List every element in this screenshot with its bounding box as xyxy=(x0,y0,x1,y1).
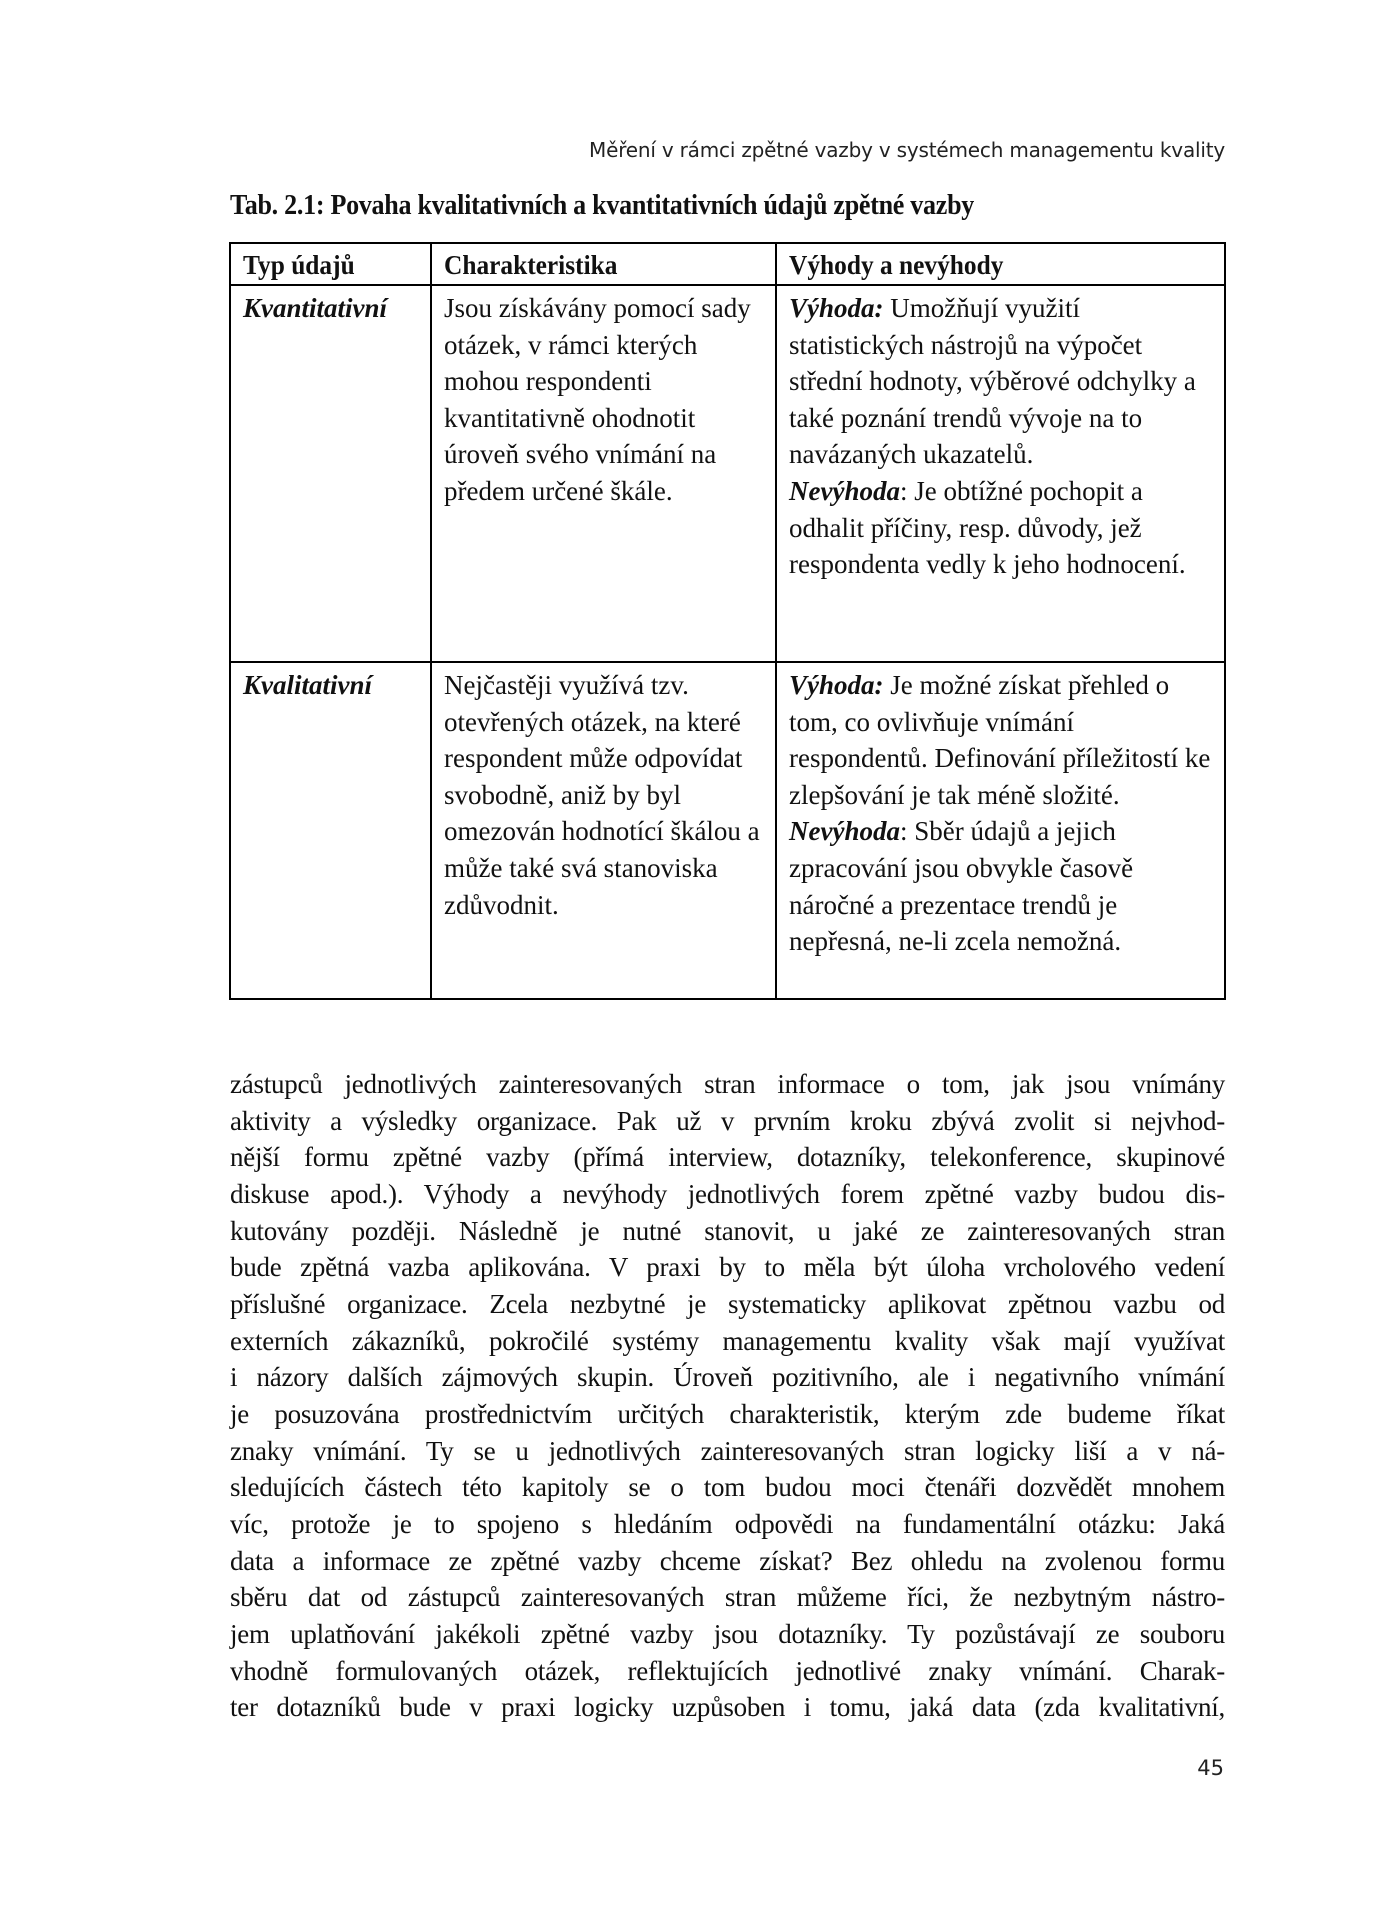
advantage-label: Výhoda: xyxy=(789,293,884,323)
column-header-type: Typ údajů xyxy=(230,243,431,285)
page-number: 45 xyxy=(1197,1756,1224,1780)
column-header-characteristic: Charakteristika xyxy=(431,243,776,285)
column-header-pros-cons: Výhody a nevýhody xyxy=(776,243,1225,285)
table-row xyxy=(230,662,1225,999)
row-characteristic: Jsou získávány pomocí sady otázek, v rámci kterých mohou respondenti kvantitativně ohodnotit úroveň svého vnímání na předem určené škále. xyxy=(431,285,776,662)
row-type: Kvalitativní xyxy=(230,662,431,999)
body-paragraph xyxy=(230,1066,1225,1726)
body-line: nější formu zpětné vazby (přímá interview, dotazníky, telekonference, skupinové xyxy=(230,1142,1225,1173)
body-line: vhodně formulovaných otázek, reflektujících jednotlivé znaky vnímání. Charak- xyxy=(230,1655,1225,1686)
body-line: sledujících částech této kapitoly se o tom budou moci čtenáři dozvědět mnohem xyxy=(230,1472,1225,1503)
row-characteristic: Nejčastěji využívá tzv. otevřených otázek, na které respondent může odpovídat svobodně, aniž by byl omezován hodnotící škálou a může také svá stanoviska zdůvodnit. xyxy=(431,662,776,999)
table-header-row xyxy=(230,243,1225,285)
advantage xyxy=(789,667,1214,813)
disadvantage-text: : Je obtížné pochopit a odhalit příčiny, resp. důvody, jež respondenta vedly k jeho hodnocení. xyxy=(789,475,1186,580)
running-header: Měření v rámci zpětné vazby v systémech managementu kvality xyxy=(589,138,1225,162)
body-line: data a informace ze zpětné vazby chceme získat? Bez ohledu na zvolenou formu xyxy=(230,1545,1225,1576)
body-line: zástupců jednotlivých zainteresovaných stran informace o tom, jak jsou vnímány xyxy=(230,1069,1225,1099)
body-line: kutovány později. Následně je nutné stanovit, u jaké ze zainteresovaných stran xyxy=(230,1215,1225,1246)
disadvantage xyxy=(789,473,1214,583)
advantage-text: Je možné získat přehled o tom, co ovlivňuje vnímání respondentů. Definování příležitostí ke zlepšování je tak méně složité. xyxy=(789,670,1211,810)
body-line: příslušné organizace. Zcela nezbytné je systematicky aplikovat zpětnou vazbu od xyxy=(230,1288,1225,1319)
body-line: je posuzována prostřednictvím určitých charakteristik, kterým zde budeme říkat xyxy=(230,1398,1225,1429)
row-pros-cons xyxy=(776,285,1225,662)
row-pros-cons xyxy=(776,662,1225,999)
body-line: externích zákazníků, pokročilé systémy managementu kvality však mají využívat xyxy=(230,1325,1225,1356)
row-type: Kvantitativní xyxy=(230,285,431,662)
body-line: jem uplatňování jakékoli zpětné vazby jsou dotazníky. Ty pozůstávají ze souboru xyxy=(230,1618,1225,1649)
disadvantage-label: Nevýhoda xyxy=(789,816,900,847)
body-line: víc, protože je to spojeno s hledáním odpovědi na fundamentální otázku: Jaká xyxy=(230,1508,1225,1539)
body-line: sběru dat od zástupců zainteresovaných stran můžeme říci, že nezbytným nástro- xyxy=(230,1582,1225,1613)
advantage-label: Výhoda: xyxy=(789,670,884,700)
advantage xyxy=(789,290,1214,473)
body-line: bude zpětná vazba aplikována. V praxi by to měla být úloha vrcholového vedení xyxy=(230,1252,1225,1283)
body-line: aktivity a výsledky organizace. Pak už v prvním kroku zbývá zvolit si nejvhod- xyxy=(230,1105,1225,1136)
advantage-text: Umožňují využití statistických nástrojů na výpočet střední hodnoty, výběrové odchylky a také poznání trendů vývoje na to navázaných ukazatelů. xyxy=(789,293,1196,470)
table-row xyxy=(230,285,1225,662)
body-line: znaky vnímání. Ty se u jednotlivých zainteresovaných stran logicky liší a v ná- xyxy=(230,1435,1225,1466)
data-table xyxy=(229,242,1226,1000)
disadvantage-label: Nevýhoda xyxy=(789,475,900,506)
disadvantage-text: : Sběr údajů a jejich zpracování jsou obvykle časově náročné a prezentace trendů je nepřesná, ne-li zcela nemožná. xyxy=(789,816,1134,957)
body-line: diskuse apod.). Výhody a nevýhody jednotlivých forem zpětné vazby budou dis- xyxy=(230,1178,1225,1209)
disadvantage xyxy=(789,813,1214,959)
body-line: i názory dalších zájmových skupin. Úroveň pozitivního, ale i negativního vnímání xyxy=(230,1362,1225,1393)
body-line: ter dotazníků bude v praxi logicky uzpůsoben i tomu, jaká data (zda kvalitativní, xyxy=(230,1692,1225,1723)
table-caption: Tab. 2.1: Povaha kvalitativních a kvantitativních údajů zpětné vazby xyxy=(230,190,975,221)
